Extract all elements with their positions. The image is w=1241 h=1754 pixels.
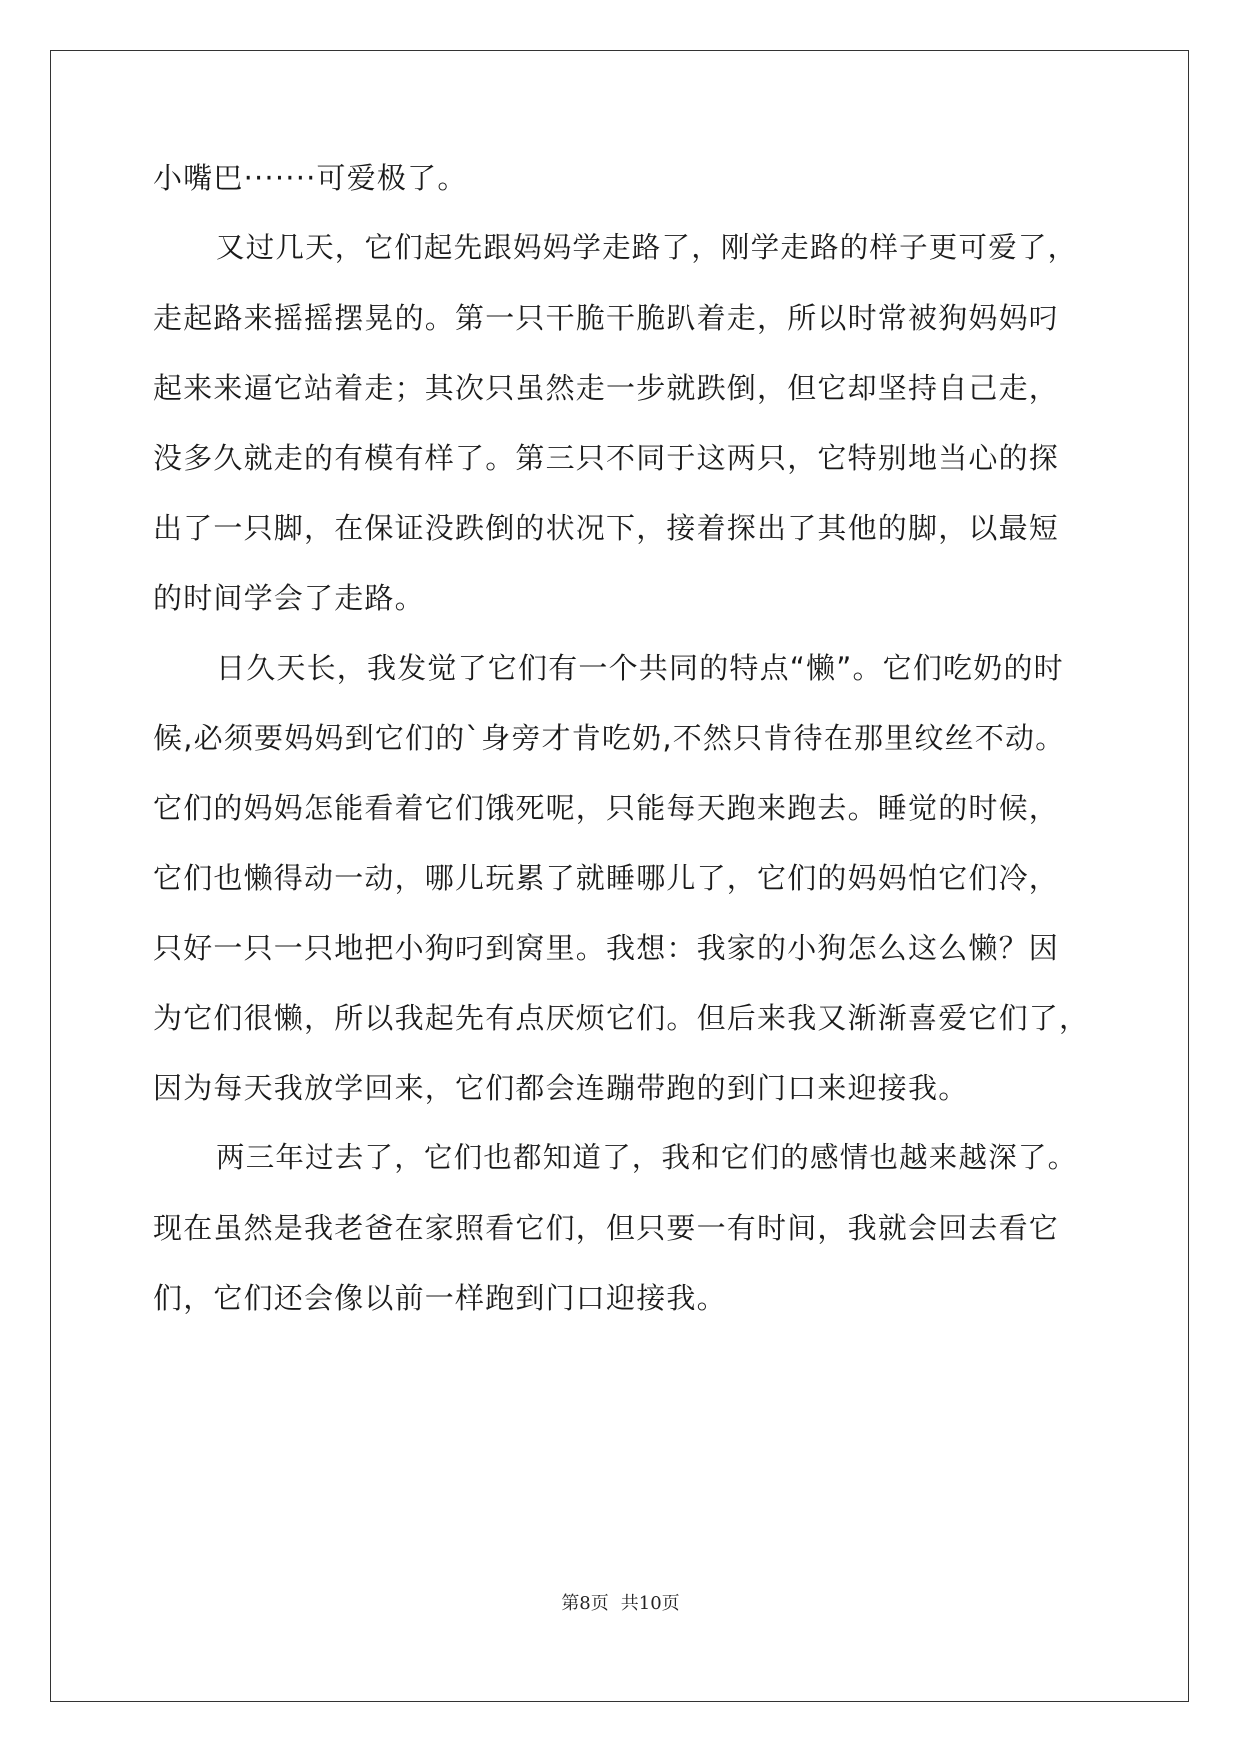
page-total: 共10页 bbox=[620, 1593, 680, 1614]
text-line: 候,必须要妈妈到它们的`身旁才肯吃奶,不然只肯待在那里纹丝不动。 bbox=[153, 721, 1066, 755]
text-line: 只好一只一只地把小狗叼到窝里。我想：我家的小狗怎么这么懒？因 bbox=[153, 931, 1060, 965]
text-line: 现在虽然是我老爸在家照看它们，但只要一有时间，我就会回去看它 bbox=[153, 1211, 1060, 1245]
paragraph-first-line: 又过几天，它们起先跟妈妈学走路了，刚学走路的样子更可爱了， bbox=[216, 231, 1078, 264]
text-line: 因为每天我放学回来，它们都会连蹦带跑的到门口来迎接我。 bbox=[153, 1071, 969, 1105]
text-line: 出了一只脚，在保证没跌倒的状况下，接着探出了其他的脚，以最短 bbox=[153, 511, 1060, 545]
text-line: 没多久就走的有模有样了。第三只不同于这两只，它特别地当心的探 bbox=[153, 441, 1060, 475]
text-line: 它们也懒得动一动，哪儿玩累了就睡哪儿了，它们的妈妈怕它们冷， bbox=[153, 861, 1060, 895]
text-line: 它们的妈妈怎能看着它们饿死呢，只能每天跑来跑去。睡觉的时候， bbox=[153, 791, 1060, 825]
page-footer bbox=[0, 1592, 1241, 1616]
text-line: 起来来逼它站着走；其次只虽然走一步就跌倒，但它却坚持自己走， bbox=[153, 371, 1060, 405]
paragraph-first-line: 两三年过去了，它们也都知道了，我和它们的感情也越来越深了。 bbox=[216, 1141, 1078, 1174]
text-line: 小嘴巴·······可爱极了。 bbox=[153, 161, 468, 195]
text-line: 们，它们还会像以前一样跑到门口迎接我。 bbox=[153, 1281, 727, 1315]
text-line: 为它们很懒，所以我起先有点厌烦它们。但后来我又渐渐喜爱它们了， bbox=[153, 1001, 1090, 1035]
page-number: 第8页 bbox=[561, 1593, 609, 1614]
text-line: 的时间学会了走路。 bbox=[153, 581, 425, 615]
paragraph-first-line: 日久天长，我发觉了它们有一个共同的特点“懒”。它们吃奶的时 bbox=[216, 651, 1064, 685]
text-line: 走起路来摇摇摆晃的。第一只干脆干脆趴着走，所以时常被狗妈妈叼 bbox=[153, 301, 1060, 335]
